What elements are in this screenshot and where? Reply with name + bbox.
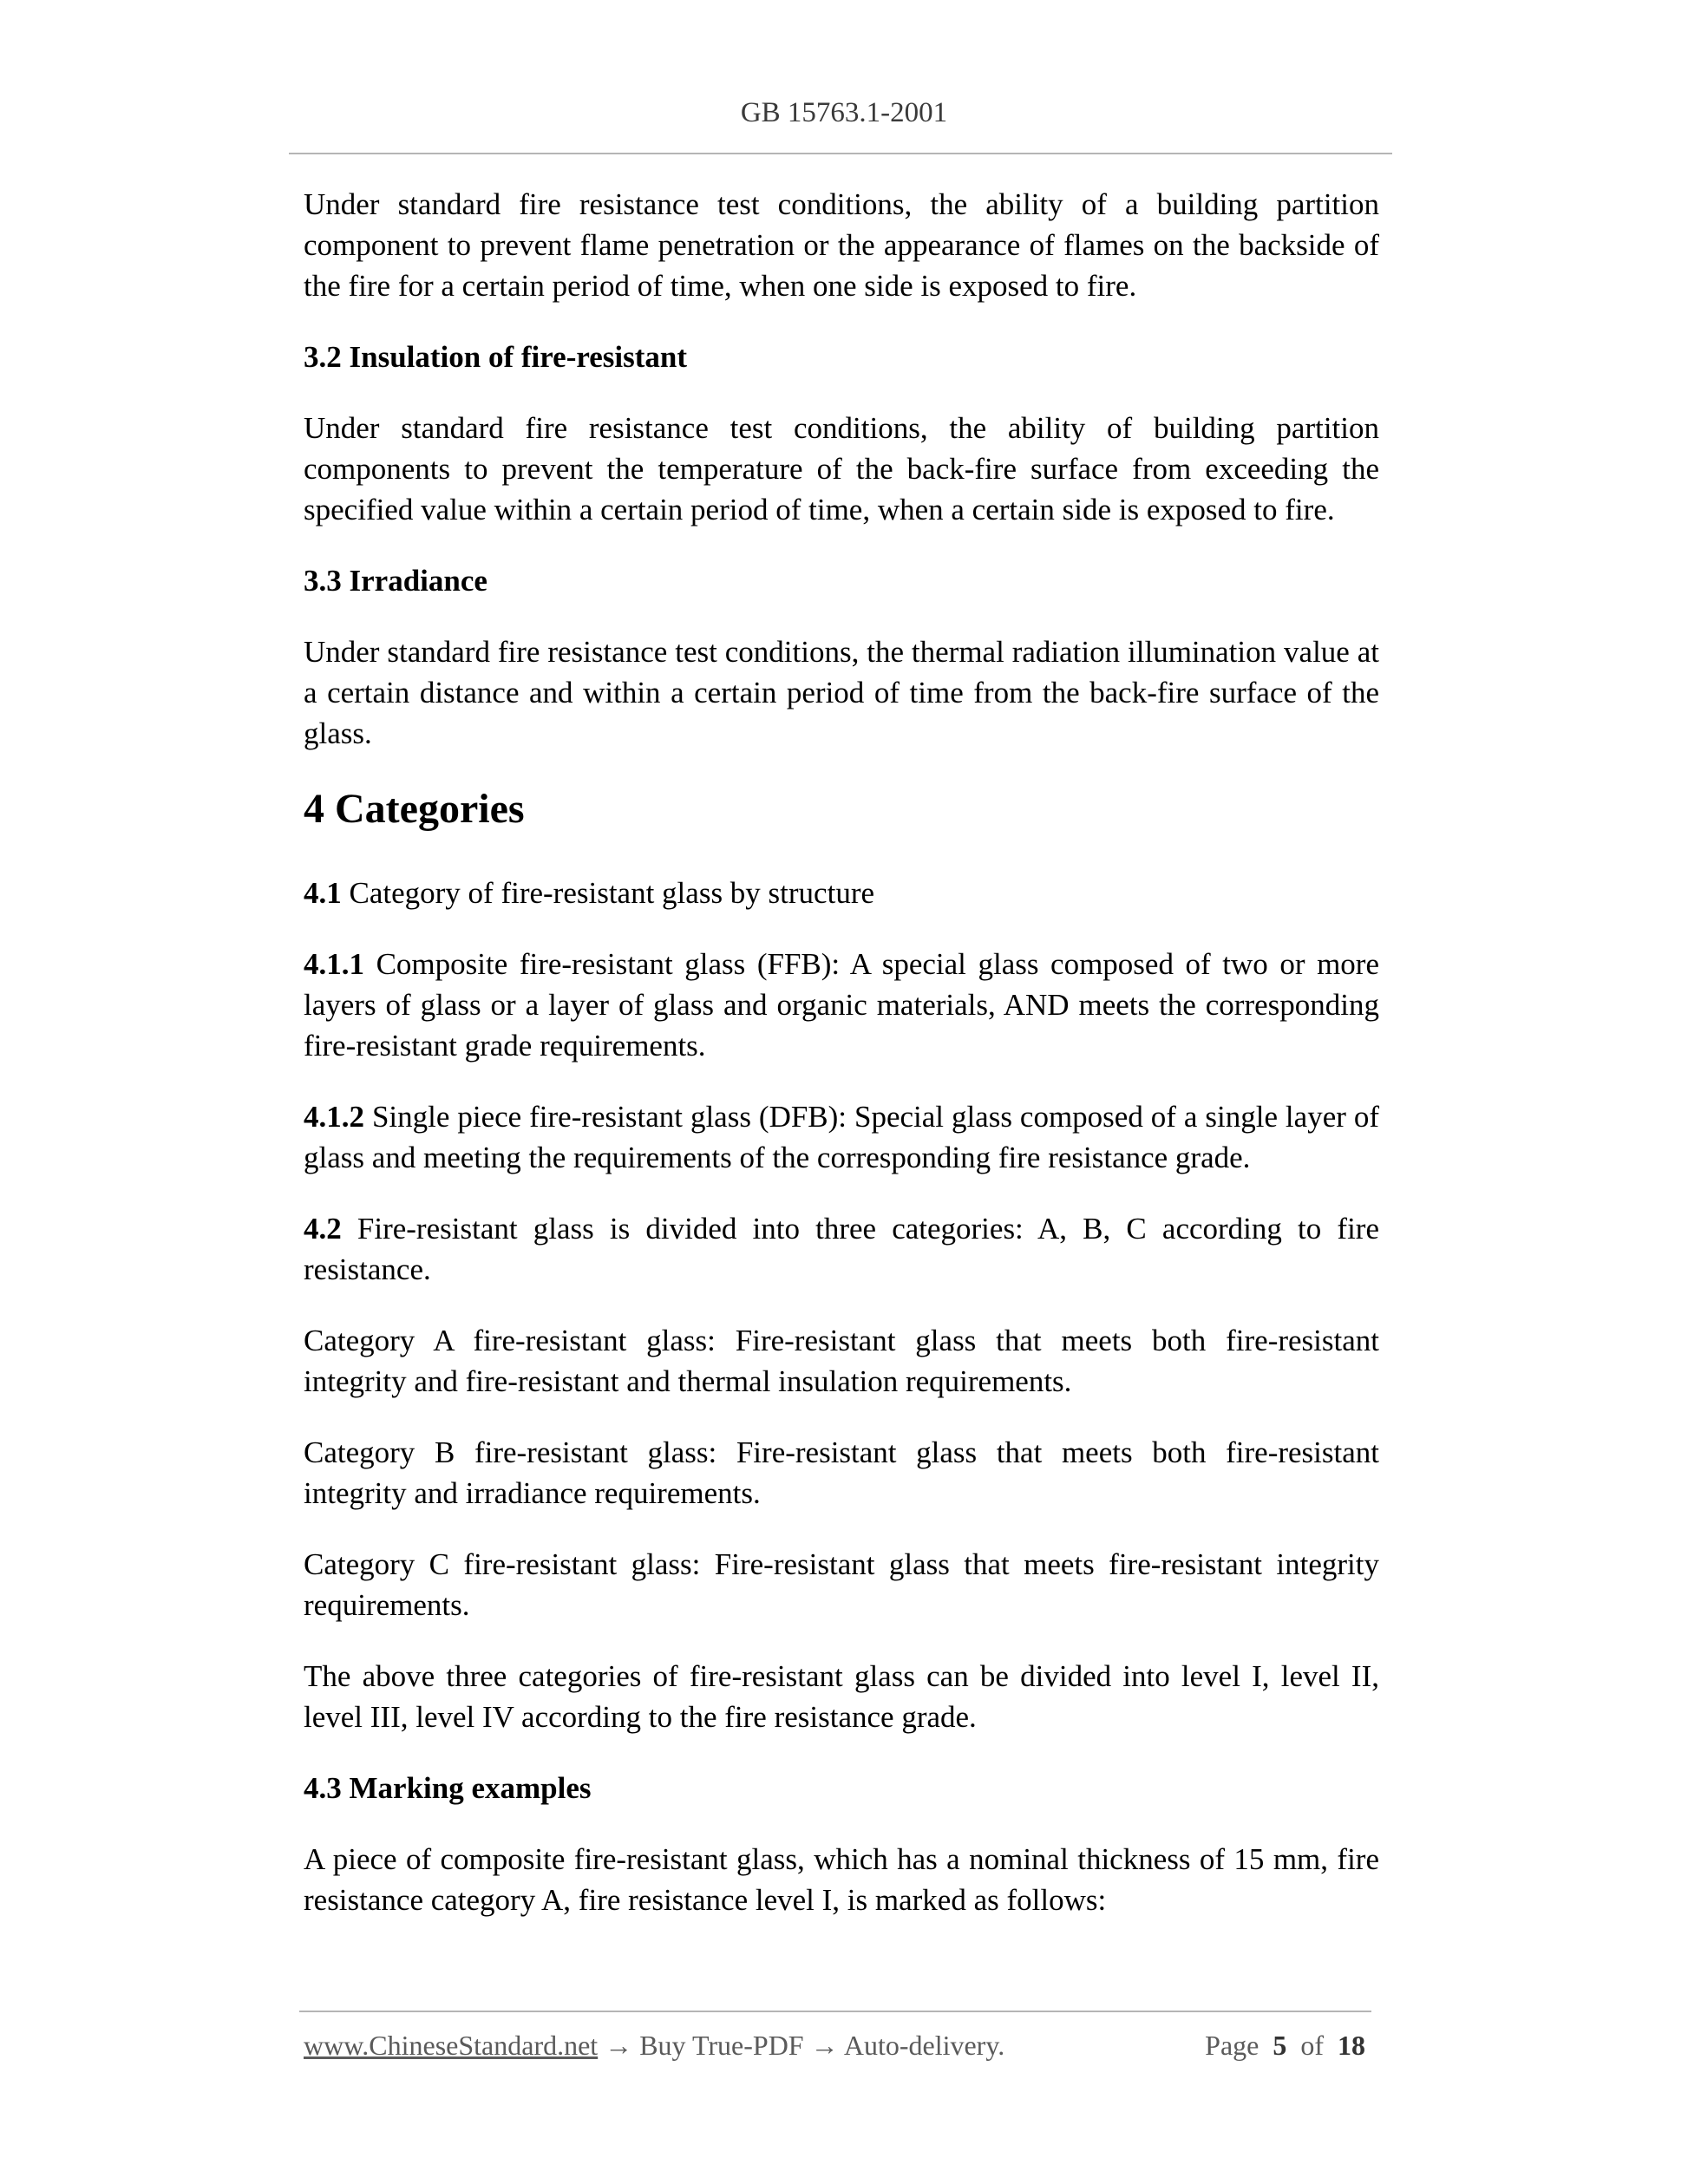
document-body bbox=[304, 184, 1379, 1951]
page-label: Page bbox=[1205, 2030, 1259, 2061]
clause-text: Category of fire-resistant glass by structure bbox=[341, 876, 875, 910]
clause-4-2 bbox=[304, 1208, 1379, 1290]
category-b-paragraph: Category B fire-resistant glass: Fire-resistant glass that meets both fire-resistant integrity and irradiance requirements. bbox=[304, 1435, 1379, 1510]
clause-4-1-2 bbox=[304, 1096, 1379, 1178]
clause-number: 4.1 bbox=[304, 876, 342, 910]
page-of-label: of bbox=[1300, 2030, 1324, 2061]
heading-4-3: 4.3 Marking examples bbox=[304, 1771, 592, 1805]
clause-4-1-1 bbox=[304, 944, 1379, 1066]
heading-3-3: 3.3 Irradiance bbox=[304, 564, 487, 598]
section-4-title: 4 Categories bbox=[304, 786, 525, 832]
header-divider bbox=[289, 153, 1392, 154]
paragraph-4-3: A piece of composite fire-resistant glass, which has a nominal thickness of 15 mm, fire resistance category A, fire resistance level I, is marked as follows: bbox=[304, 1842, 1379, 1917]
arrow-right-icon: → bbox=[803, 2030, 844, 2061]
page-indicator bbox=[1205, 2030, 1365, 2062]
paragraph-3-3: Under standard fire resistance test conditions, the thermal radiation illumination value at a certain distance and within a certain period of time from the back-fire surface of the glass. bbox=[304, 635, 1379, 750]
paragraph-3-2: Under standard fire resistance test conditions, the ability of building partition components to prevent the temperature of the back-fire surface from exceeding the specified value within a certain period of time, when a certain side is exposed to fire. bbox=[304, 411, 1379, 526]
website-link[interactable]: www.ChineseStandard.net bbox=[304, 2030, 599, 2061]
clause-number: 4.1.2 bbox=[304, 1100, 364, 1134]
clause-number: 4.2 bbox=[304, 1212, 342, 1246]
clause-text: Composite fire-resistant glass (FFB): A special glass composed of two or more layers of glass or a layer of glass and organic materials, AND meets the corresponding fire-resistant grade requirements. bbox=[304, 947, 1379, 1063]
buy-pdf-text: Buy True-PDF bbox=[639, 2030, 804, 2061]
category-a-paragraph: Category A fire-resistant glass: Fire-resistant glass that meets both fire-resistant integrity and fire-resistant and thermal insulation requirements. bbox=[304, 1324, 1379, 1398]
clause-text: Single piece fire-resistant glass (DFB): Special glass composed of a single layer of glass and meeting the requirements of the corresponding fire resistance grade. bbox=[304, 1100, 1379, 1174]
clause-4-1 bbox=[304, 873, 1379, 913]
footer-links bbox=[304, 2030, 1004, 2062]
page-current: 5 bbox=[1273, 2030, 1287, 2061]
footer-divider bbox=[299, 2011, 1371, 2012]
clause-number: 4.1.1 bbox=[304, 947, 364, 981]
clause-text: Fire-resistant glass is divided into three categories: A, B, C according to fire resistance. bbox=[304, 1212, 1379, 1286]
category-c-paragraph: Category C fire-resistant glass: Fire-resistant glass that meets fire-resistant integrity requirements. bbox=[304, 1547, 1379, 1622]
heading-3-2: 3.2 Insulation of fire-resistant bbox=[304, 340, 688, 374]
page-header-title: GB 15763.1-2001 bbox=[740, 97, 948, 128]
page-total: 18 bbox=[1338, 2030, 1365, 2061]
intro-paragraph: Under standard fire resistance test conditions, the ability of a building partition component to prevent flame penetration or the appearance of flames on the backside of the fire for a certain period of time, when one side is exposed to fire. bbox=[304, 187, 1379, 303]
auto-delivery-text: Auto-delivery. bbox=[843, 2030, 1005, 2061]
levels-paragraph: The above three categories of fire-resistant glass can be divided into level I, level II, level III, level IV according to the fire resistance grade. bbox=[304, 1659, 1379, 1734]
arrow-right-icon: → bbox=[598, 2030, 640, 2061]
